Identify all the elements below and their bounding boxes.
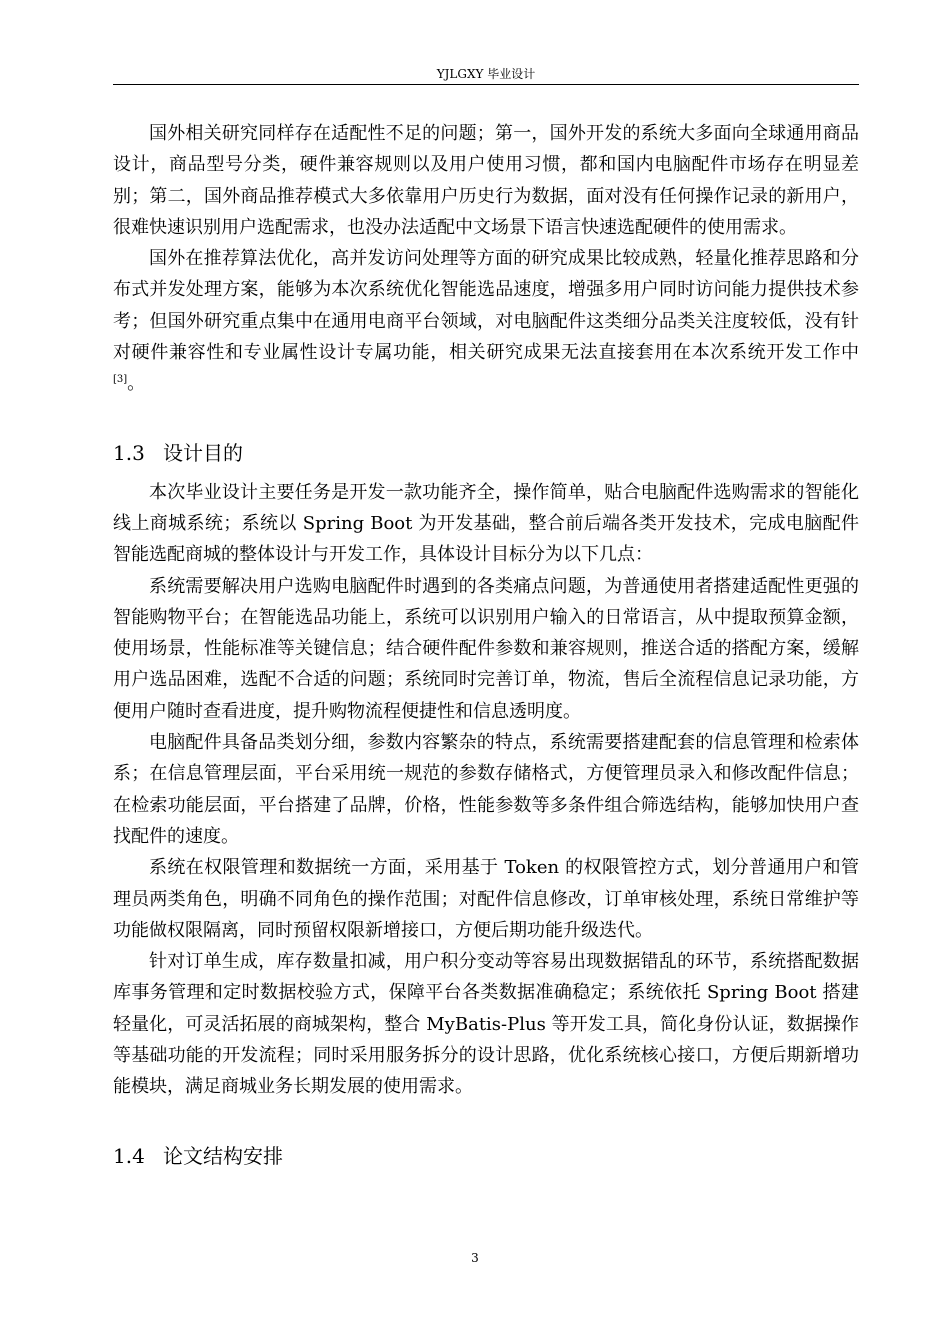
section-heading-1-3 xyxy=(113,438,859,469)
paragraph: 系统需要解决用户选购电脑配件时遇到的各类痛点问题，为普通使用者搭建适配性更强的智能购物平台；在智能选品功能上，系统可以识别用户输入的日常语言，从中提取预算金额，使用场景，性能标准等关键信息；结合硬件配件参数和兼容规则，推送合适的搭配方案，缓解用户选品困难，选配不合适的问题；系统同时完善订单，物流，售后全流程信息记录功能，方便用户随时查看进度，提升购物流程便捷性和信息透明度。 xyxy=(113,575,859,722)
page-number: 3 xyxy=(471,1251,479,1265)
section-heading-1-4 xyxy=(113,1141,859,1172)
paragraph-with-citation xyxy=(113,243,859,399)
document-body xyxy=(113,118,859,1172)
section-title: 设计目的 xyxy=(163,440,243,465)
section-number: 1.3 xyxy=(113,440,145,465)
paragraph: 电脑配件具备品类划分细，参数内容繁杂的特点，系统需要搭建配套的信息管理和检索体系；在信息管理层面，平台采用统一规范的参数存储格式，方便管理员录入和修改配件信息；在检索功能层面，平台搭建了品牌，价格，性能参数等多条件组合筛选结构，能够加快用户查找配件的速度。 xyxy=(113,732,859,847)
section-title: 论文结构安排 xyxy=(163,1143,283,1168)
paragraph: 针对订单生成，库存数量扣减，用户积分变动等容易出现数据错乱的环节，系统搭配数据库事务管理和定时数据校验方式，保障平台各类数据准确稳定；系统依托 Spring Boot 搭建轻量化，可灵活拓展的商城架构，整合 MyBatis-Plus 等开发工具，简化身份认证，数据操作等基础功能的开发流程；同时采用服务拆分的设计思路，优化系统核心接口，方便后期新增功能模块，满足商城业务长期发展的使用需求。 xyxy=(113,951,859,1098)
paragraph: 国外相关研究同样存在适配性不足的问题；第一，国外开发的系统大多面向全球通用商品设计，商品型号分类，硬件兼容规则以及用户使用习惯，都和国内电脑配件市场存在明显差别；第二，国外商品推荐模式大多依靠用户历史行为数据，面对没有任何操作记录的新用户，很难快速识别用户选配需求，也没办法适配中文场景下语言快速选配硬件的使用需求。 xyxy=(113,123,859,238)
paragraph: 系统在权限管理和数据统一方面，采用基于 Token 的权限管控方式，划分普通用户和管理员两类角色，明确不同角色的操作范围；对配件信息修改，订单审核处理，系统日常维护等功能做权限隔离，同时预留权限新增接口，方便后期功能升级迭代。 xyxy=(113,857,859,941)
paragraph: 本次毕业设计主要任务是开发一款功能齐全，操作简单，贴合电脑配件选购需求的智能化线上商城系统；系统以 Spring Boot 为开发基础，整合前后端各类开发技术，完成电脑配件智能选配商城的整体设计与开发工作，具体设计目标分为以下几点： xyxy=(113,481,859,566)
section-number: 1.4 xyxy=(113,1143,145,1168)
header-text: YJLGXY 毕业设计 xyxy=(436,67,536,81)
page-header xyxy=(113,64,859,85)
paragraph-end-punct: 。 xyxy=(127,373,146,395)
citation-ref[interactable]: [3] xyxy=(113,374,128,386)
paragraph-text: 国外在推荐算法优化，高并发访问处理等方面的研究成果比较成熟，轻量化推荐思路和分布式并发处理方案，能够为本次系统优化智能选品速度，增强多用户同时访问能力提供技术参考；但国外研究重点集中在通用电商平台领域，对电脑配件这类细分品类关注度较低，没有针对硬件兼容性和专业属性设计专属功能，相关研究成果无法直接套用在本次系统开发工作中 xyxy=(113,248,859,364)
